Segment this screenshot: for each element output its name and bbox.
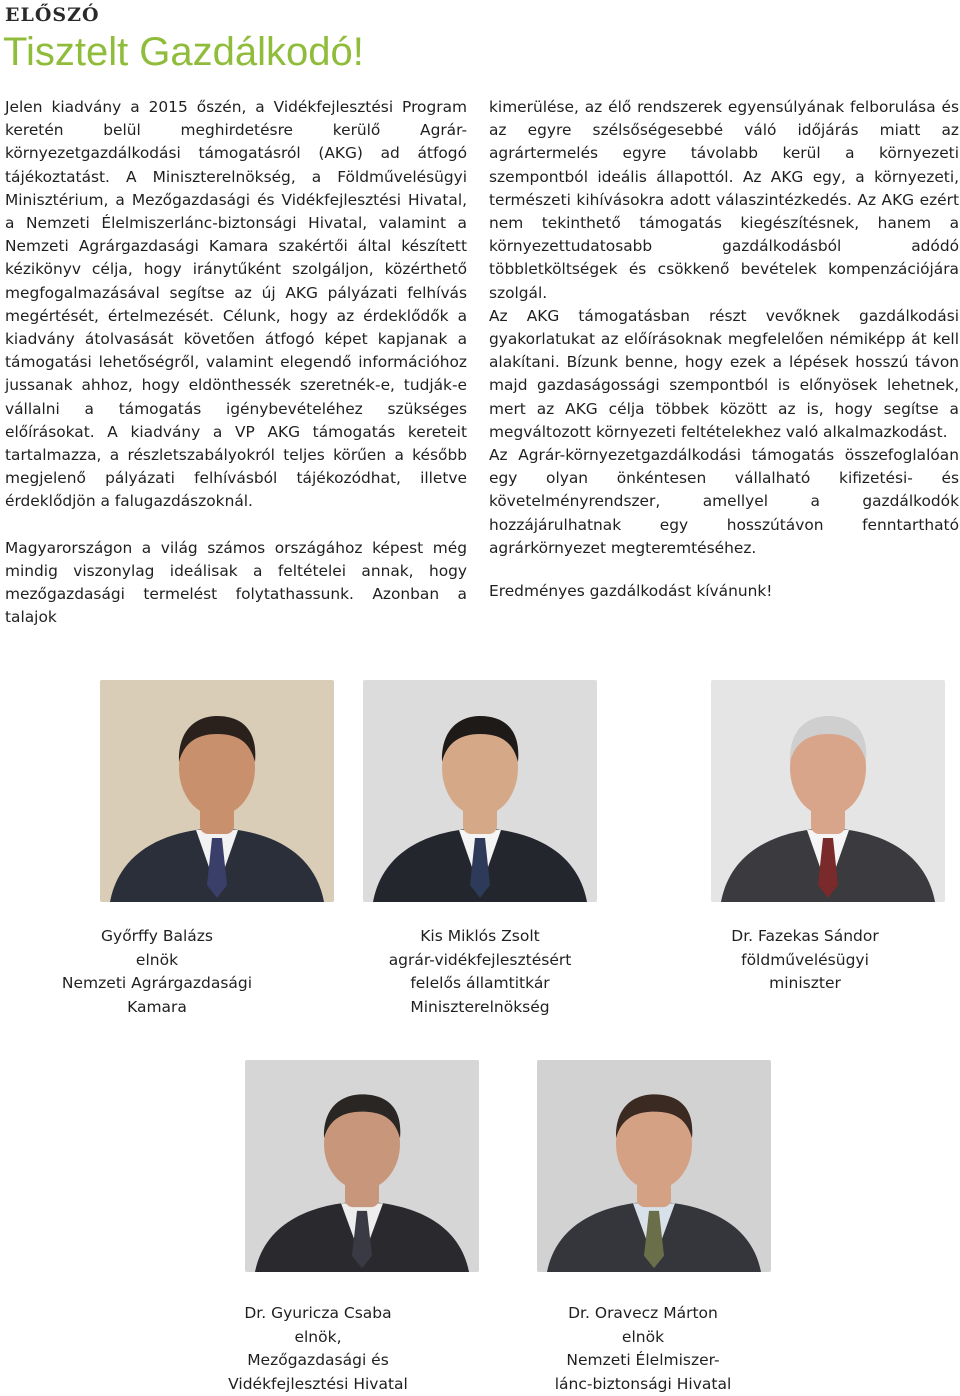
portrait-illustration xyxy=(245,1060,479,1272)
person-title: elnök, xyxy=(294,1327,342,1346)
person-title: elnök xyxy=(135,950,179,969)
person-caption xyxy=(158,1302,478,1396)
person-title: elnök xyxy=(621,1327,665,1346)
portrait-illustration xyxy=(711,680,945,902)
person-caption xyxy=(483,1302,803,1396)
body-paragraph: Az Agrár-környezetgazdálkodási támogatás összefoglalóan egy olyan önkéntesen vállalható kifizetési- és követelményrendszer, amellyel a gazdálkodók hozzájárulhatnak egy hosszútávon fenntartható agrárkörnyezet megteremtéséhez. xyxy=(489,446,959,557)
portrait-photo xyxy=(537,1060,771,1272)
intro-paragraph: Jelen kiadvány a 2015 őszén, a Vidékfejlesztési Program keretén belül meghirdetésre kerülő Agrár-környezetgazdálkodási támogatásról (AKG) ad átfogó tájékoztatást. A Miniszterelnökség, a Földművelésügyi Minisztérium, a Mezőgazdasági és Vidékfejlesztési Hivatal, a Nemzeti Élelmiszerlánc-biztonsági Hivatal, valamint a Nemzeti Agrárgazdasági Kamara szakértői által készített kézikönyv célja, hogy iránytűként szolgáljon, közérthető megfogalmazásával segítse az új AKG pályázati felhívás megértését, értelmezését. Célunk, hogy az érdeklődők a kiadvány átolvasását követően átfogó képet kapjanak a támogatási lehetőségről, valamint elegendő információhoz jussanak ahhoz, hogy eldönthessék szeretnék-e, tudják-e vállalni a támogatás igénybevételéhez szükséges előírásokat. A kiadvány a VP AKG támogatás kereteit tartalmazza, a részletszabályokról teljes körűen a később megjelenő pályázati felhívásból tájékozódhat, illetve érdeklődjön a falugazdászoknál. xyxy=(5,98,467,511)
portrait-photo xyxy=(363,680,597,902)
page-title: Tisztelt Gazdálkodó! xyxy=(3,30,364,74)
person-name: Kis Miklós Zsolt xyxy=(420,927,540,945)
person-title: agrár-vidékfejlesztésért xyxy=(388,950,572,969)
person-organization: Nemzeti Agrárgazdasági xyxy=(61,974,253,992)
person-name: Dr. Fazekas Sándor xyxy=(731,927,879,945)
portrait-illustration xyxy=(537,1060,771,1272)
person-title: földművelésügyi xyxy=(741,950,869,969)
person-name: Dr. Oravecz Márton xyxy=(568,1304,718,1322)
person-organization: Nemzeti Élelmiszer- xyxy=(566,1351,720,1369)
left-column xyxy=(5,96,467,629)
person-caption xyxy=(320,925,640,1019)
body-paragraph: Az AKG támogatásban részt vevőknek gazdálkodási gyakorlatukat az előírásoknak megfelelően némiképp át kell alakítani. Bízunk benne, hogy ezek a lépések hosszú távon majd gazdaságossági szempontból is előnyösek lehetnek, mert az AKG célja többek között az is, hogy segítse a megváltozott környezeti feltételekhez való alkalmazkodást. xyxy=(489,306,959,441)
portrait-photo xyxy=(245,1060,479,1272)
closing-line: Eredményes gazdálkodást kívánunk! xyxy=(489,582,773,601)
person-organization: Miniszterelnökség xyxy=(410,997,550,1016)
portrait-illustration xyxy=(363,680,597,902)
person-caption xyxy=(0,925,317,1019)
section-label: ELŐSZÓ xyxy=(5,4,100,26)
right-column xyxy=(489,96,959,603)
portrait-photo xyxy=(711,680,945,902)
person-organization: Vidékfejlesztési Hivatal xyxy=(228,1374,408,1393)
person-name: Győrffy Balázs xyxy=(101,927,213,945)
person-organization: Mezőgazdasági és xyxy=(247,1351,389,1369)
portrait-photo xyxy=(100,680,334,902)
person-name: Dr. Gyuricza Csaba xyxy=(244,1304,392,1322)
portrait-illustration xyxy=(100,680,334,902)
person-title: miniszter xyxy=(769,974,841,992)
person-caption xyxy=(645,925,960,996)
body-paragraph: kimerülése, az élő rendszerek egyensúlyának felborulása és az egyre szélsőségesebbé váló időjárás miatt az agrártermelés egyre távolabb kerül a környezeti szempontból ideális állapottól. Az AKG egy, a környezeti, természeti kihívásokra adott válaszintézkedés. Az AKG ezért nem tekinthető támogatás kiegészítésnek, hanem a környezettudatosabb gazdálkodásból adódó többletköltségek és csökkenő bevételek kompenzációjára szolgál. xyxy=(489,98,959,302)
person-organization: Kamara xyxy=(127,997,187,1016)
body-paragraph: Magyarországon a világ számos országához képest még mindig viszonylag ideálisak a feltételei annak, hogy mezőgazdasági termelést folytathassunk. Azonban a talajok xyxy=(5,538,467,627)
person-organization: lánc-biztonsági Hivatal xyxy=(554,1374,732,1393)
person-title: felelős államtitkár xyxy=(410,974,550,992)
